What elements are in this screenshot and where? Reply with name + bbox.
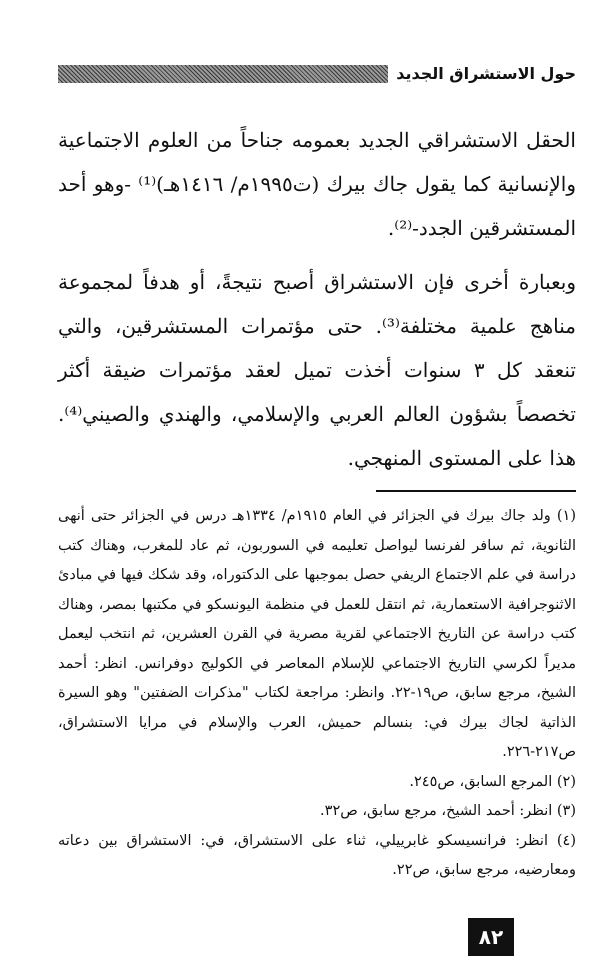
header-hatched-band xyxy=(58,65,388,83)
header-title: حول الاستشراق الجديد xyxy=(396,64,576,83)
footnote-4: (٤) انظر: فرانسيسكو غابرييلي، ثناء على الاستشراق، في: الاستشراق بين دعاته ومعارضيه، مرجع سابق، ص٢٢. xyxy=(58,832,576,878)
footnote-1: (١) ولد جاك بيرك في الجزائر في العام ١٩١٥م/ ١٣٣٤هـ درس في الجزائر حتى أنهى الثانوية، ثم سافر لفرنسا ليواصل تعليمه في السوربون، ثم عاد للمغرب، وهناك كتب دراسة في علم الاجتماع الريفي حصل بموجبها على الدكتوراه، وقد شكك فيها في مبادئ الاثنوجرافية الاستعمارية، ثم انتقل للعمل في منظمة اليونسكو في مكتبها بمصر، وهناك كتب دراسة عن التاريخ الاجتماعي لقرية مصرية في القرن العشرين، ثم انتخب ليعمل مديراً لكرسي التاريخ الاجتماعي للإسلام المعاصر في الكوليج دوفرانس. انظر: أحمد الشيخ، مرجع سابق، ص١٩-٢٢. وانظر: مراجعة لكتاب "مذكرات الضفتين" وهو السيرة الذاتية لجاك بيرك في: بنسالم حميش، العرب والإسلام في مرايا الاستشراق، ص٢١٧-٢٢٦. xyxy=(58,508,577,760)
footnote-3: (٣) انظر: أحمد الشيخ، مرجع سابق، ص٣٢. xyxy=(320,803,576,819)
footnote-2: (٢) المرجع السابق، ص٢٤٥. xyxy=(409,773,576,790)
paragraph-2: وبعبارة أخرى فإن الاستشراق أصبح نتيجةً، أو هدفاً لمجموعة مناهج علمية مختلفة⁽³⁾. حتى مؤتمرات المستشرقين، والتي تنعقد كل ٣ سنوات أخذت تميل لعقد مؤتمرات ضيقة أكثر تخصصاً بشؤون العالم العربي والإسلامي، والهندي والصيني⁽⁴⁾. هذا على المستوى المنهجي. xyxy=(58,270,576,470)
page-number: ٨٢ xyxy=(468,918,514,956)
footnotes xyxy=(58,502,576,886)
footnote-separator xyxy=(376,490,576,492)
paragraph-1: الحقل الاستشراقي الجديد بعمومه جناحاً من العلوم الاجتماعية والإنسانية كما يقول جاك بيرك (ت١٩٩٥م/ ١٤١٦هـ)⁽¹⁾ -وهو أحد المستشرقين الجدد-⁽²⁾. xyxy=(58,128,576,240)
running-header xyxy=(58,62,576,86)
main-text xyxy=(58,118,576,480)
